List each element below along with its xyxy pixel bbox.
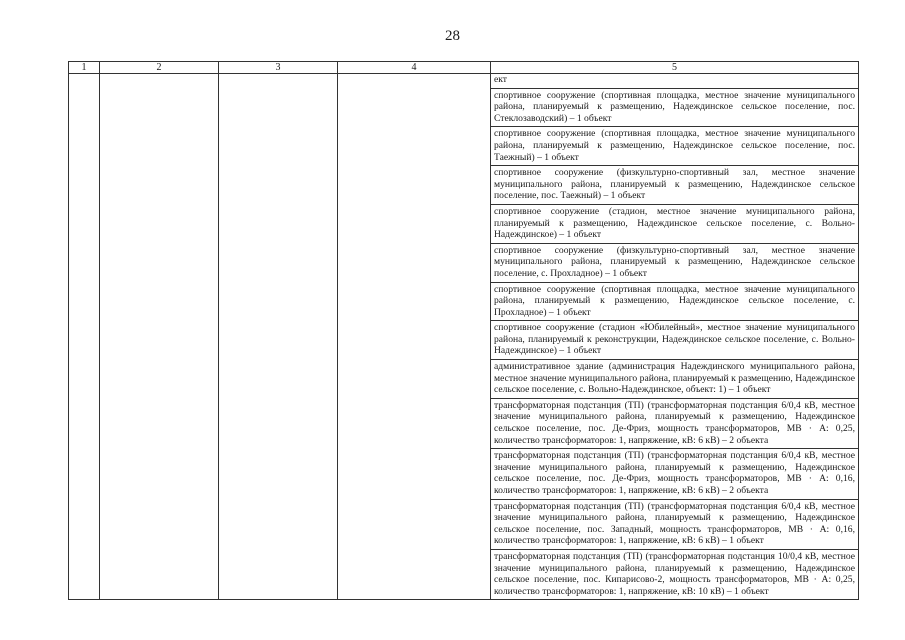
column-header-5: 5 — [491, 62, 859, 74]
column-2-cell — [100, 74, 219, 600]
column-4-cell — [338, 74, 491, 600]
column-header-3: 3 — [219, 62, 338, 74]
entry-sports-facility: спортивное сооружение (физкультурно-спортивный зал, местное значение муниципального района, планируемый к размещению, Надеждинское сельское поселение, пос. Таежный) – 1 объект — [491, 166, 858, 205]
column-5-cell — [491, 74, 859, 600]
column-header-2: 2 — [100, 62, 219, 74]
column-header-1: 1 — [69, 62, 100, 74]
entry-continuation: ект — [491, 74, 858, 89]
entry-sports-facility: спортивное сооружение (спортивная площадка, местное значение муниципального района, планируемый к размещению, Надеждинское сельское поселение, пос. Таежный) – 1 объект — [491, 127, 858, 166]
entry-transformer-substation: трансформаторная подстанция (ТП) (трансформаторная подстанция 6/0,4 кВ, местное значение муниципального района, планируемый к размещению, Надеждинское сельское поселение, пос. Западный, мощность трансформаторов, МВ · А: 0,16, количество трансформаторов: 1, напряжение, кВ: 6 кВ) – 1 объект — [491, 500, 858, 550]
entry-transformer-substation: трансформаторная подстанция (ТП) (трансформаторная подстанция 6/0,4 кВ, местное значение муниципального района, планируемый к размещению, Надеждинское сельское поселение, пос. Де-Фриз, мощность трансформаторов, МВ · А: 0,16, количество трансформаторов: 1, напряжение, кВ: 6 кВ) – 2 объекта — [491, 449, 858, 499]
column-header-4: 4 — [338, 62, 491, 74]
entry-transformer-substation: трансформаторная подстанция (ТП) (трансформаторная подстанция 6/0,4 кВ, местное значение муниципального района, планируемый к размещению, Надеждинское сельское поселение, пос. Де-Фриз, мощность трансформаторов, МВ · А: 0,25, количество трансформаторов: 1, напряжение, кВ: 6 кВ) – 2 объекта — [491, 399, 858, 449]
column-1-cell — [69, 74, 100, 600]
entry-sports-facility: спортивное сооружение (спортивная площадка, местное значение муниципального района, планируемый к размещению, Надеждинское сельское поселение, с. Прохладное) – 1 объект — [491, 283, 858, 322]
entry-sports-facility: спортивное сооружение (спортивная площадка, местное значение муниципального района, планируемый к размещению, Надеждинское сельское поселение, пос. Стеклозаводский) – 1 объект — [491, 89, 858, 128]
entry-administrative-building: административное здание (администрация Надеждинского муниципального района, местное значение муниципального района, планируемый к размещению, Надеждинское сельское поселение, с. Вольно-Надеждинское, объект: 1) – 1 объект — [491, 360, 858, 399]
entry-sports-facility: спортивное сооружение (стадион «Юбилейный», местное значение муниципального района, планируемый к реконструкции, Надеждинское сельское поселение, с. Вольно-Надеждинское) – 1 объект — [491, 321, 858, 360]
entry-sports-facility: спортивное сооружение (физкультурно-спортивный зал, местное значение муниципального района, планируемый к размещению, Надеждинское сельское поселение, с. Прохладное) – 1 объект — [491, 244, 858, 283]
document-table — [68, 61, 859, 600]
table-row — [69, 74, 859, 600]
column-3-cell — [219, 74, 338, 600]
entry-sports-facility: спортивное сооружение (стадион, местное значение муниципального района, планируемый к размещению, Надеждинское сельское поселение, с. Вольно-Надеждинское) – 1 объект — [491, 205, 858, 244]
table-header-row — [69, 62, 859, 74]
entry-transformer-substation: трансформаторная подстанция (ТП) (трансформаторная подстанция 10/0,4 кВ, местное значение муниципального района, планируемый к размещению, Надеждинское сельское поселение, пос. Кипарисово-2, мощность трансформаторов, МВ · А: 0,25, количество трансформаторов: 1, напряжение, кВ: 10 кВ) – 1 объект — [494, 550, 855, 597]
page-number: 28 — [445, 28, 460, 44]
